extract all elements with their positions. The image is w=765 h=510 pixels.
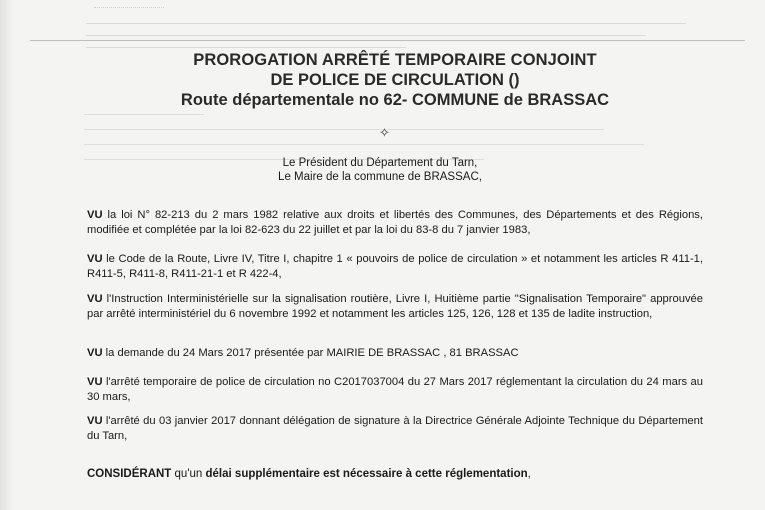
document-title-line1: PROROGATION ARRÊTÉ TEMPORAIRE CONJOINT bbox=[193, 51, 597, 69]
vu-clause-code-route bbox=[87, 252, 703, 281]
page-edge-shadow bbox=[0, 0, 14, 510]
considerant-middle: qu'un bbox=[171, 468, 206, 480]
considerant-clause bbox=[87, 468, 703, 480]
vu-prefix: VU bbox=[87, 415, 103, 427]
vu-prefix: VU bbox=[87, 293, 103, 305]
separator-ornament-icon: ✧ bbox=[379, 125, 390, 140]
vu-prefix: VU bbox=[87, 209, 103, 221]
vu-text: la demande du 24 Mars 2017 présentée par MAIRIE DE BRASSAC , 81 BRASSAC bbox=[102, 347, 519, 359]
vu-clause-delegation bbox=[87, 414, 703, 443]
authority-president: Le Président du Département du Tarn, bbox=[282, 157, 478, 169]
vu-text: l'arrêté du 03 janvier 2017 donnant délégation de signature à la Directrice Générale Adjointe Technique du Département du Tarn, bbox=[87, 415, 703, 442]
vu-text: le Code de la Route, Livre IV, Titre I, chapitre 1 « pouvoirs de police de circulation » et notamment les articles R 411-1, R411-5, R411-8, R411-21-1 et R 422-4, bbox=[87, 253, 703, 280]
authority-mayor: Le Maire de la commune de BRASSAC, bbox=[278, 171, 482, 183]
vu-clause-arrete-temporaire bbox=[87, 375, 703, 404]
fold-line bbox=[30, 40, 745, 41]
vu-prefix: VU bbox=[87, 253, 103, 265]
document-title-line3: Route départementale no 62- COMMUNE de BRASSAC bbox=[180, 91, 610, 109]
considerant-prefix: CONSIDÉRANT bbox=[87, 468, 172, 480]
vu-clause-loi bbox=[87, 208, 703, 237]
vu-prefix: VU bbox=[87, 347, 103, 359]
vu-text: la loi N° 82-213 du 2 mars 1982 relative aux droits et libertés des Communes, des Départements et des Régions, modifiée et complétée par la loi 82-623 du 22 juillet et par la loi du 83-8 du 7 janvier 1983, bbox=[87, 209, 703, 236]
vu-clause-instruction bbox=[87, 292, 703, 321]
considerant-bold-text: délai supplémentaire est nécessaire à cette réglementation bbox=[205, 468, 528, 480]
considerant-suffix: , bbox=[527, 468, 531, 480]
vu-text: l'Instruction Interministérielle sur la signalisation routière, Livre I, Huitième partie "Signalisation Temporaire" approuvée par arrêté interministériel du 6 novembre 1992 et notamment les articles 125, 126, 128 et 135 de ladite instruction, bbox=[87, 293, 703, 320]
document-title-line2: DE POLICE DE CIRCULATION () bbox=[270, 71, 520, 89]
vu-prefix: VU bbox=[87, 376, 103, 388]
vu-clause-demande bbox=[87, 346, 703, 361]
vu-text: l'arrêté temporaire de police de circulation no C2017037004 du 27 Mars 2017 réglementant la circulation du 24 mars au 30 mars, bbox=[87, 376, 703, 403]
